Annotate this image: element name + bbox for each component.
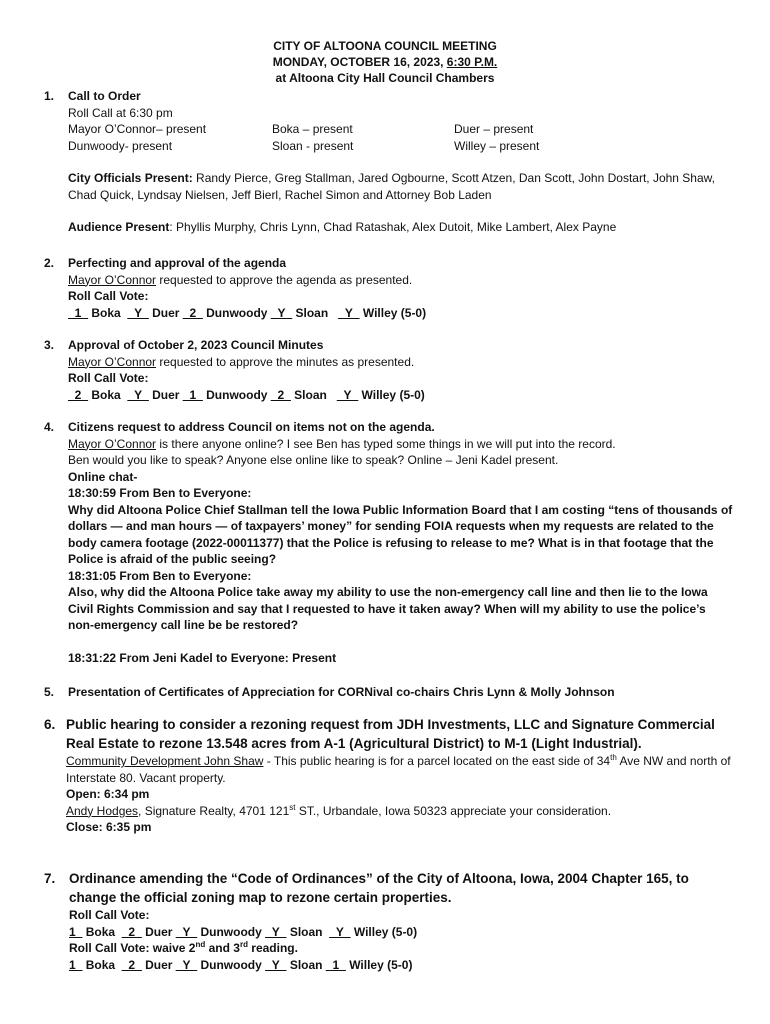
section-title: Public hearing to consider a rezoning request from JDH Investments, LLC and Signature Commercial Real Estate to rezone 13.548 acres from A-1 (Agricultural District) to M-1 (Light Industrial). bbox=[66, 717, 715, 751]
section-number: 5. bbox=[44, 685, 55, 699]
vote-name: Sloan bbox=[286, 957, 326, 972]
vote-name: Duer bbox=[148, 305, 183, 320]
ordinal-suffix: th bbox=[610, 753, 617, 762]
section-certificates bbox=[44, 684, 734, 701]
chat-message-header: 18:31:05 From Ben to Everyone: bbox=[68, 568, 252, 583]
section-title: Presentation of Certificates of Appreciation for CORNival co-chairs Chris Lynn & Molly Johnson bbox=[68, 685, 615, 699]
vote-mark: _Y_ bbox=[270, 305, 293, 320]
waive-readings bbox=[69, 940, 734, 957]
officials-label: City Officials Present: bbox=[68, 171, 193, 185]
vote-name: Dunwoody bbox=[202, 305, 271, 320]
section-number: 3. bbox=[44, 338, 55, 352]
audience-list: : Phyllis Murphy, Chris Lynn, Chad Ratashak, Alex Dutoit, Mike Lambert, Alex Payne bbox=[169, 220, 617, 234]
vote-mark: _1_ bbox=[68, 305, 89, 320]
motion-text bbox=[68, 272, 734, 289]
hearing-open-time: Open: 6:34 pm bbox=[66, 787, 150, 801]
vote-mark: 1_ bbox=[69, 957, 83, 972]
attendance-cell: Mayor O’Connor– present bbox=[68, 122, 207, 136]
hearing-text: Ave NW and north of Interstate 80. Vacant property. bbox=[66, 754, 731, 785]
vote-name: Willey (5-0) bbox=[350, 924, 418, 939]
vote-name: Dunwoody bbox=[202, 387, 271, 402]
chat-message-header: 18:30:59 From Ben to Everyone: bbox=[68, 486, 252, 500]
vote-name: Duer bbox=[141, 957, 176, 972]
vote-line bbox=[68, 387, 734, 404]
ordinal-suffix: st bbox=[289, 802, 296, 812]
vote-mark: _2_ bbox=[121, 924, 142, 939]
speaker-name: Mayor O’Connor bbox=[68, 436, 157, 451]
header-date bbox=[0, 54, 770, 70]
section-title: Approval of October 2, 2023 Council Minutes bbox=[68, 338, 324, 352]
waive-text: and 3 bbox=[205, 941, 240, 955]
section-title: Citizens request to address Council on items not on the agenda. bbox=[68, 420, 435, 434]
header-title: CITY OF ALTOONA COUNCIL MEETING bbox=[273, 39, 497, 53]
speaker-name: Andy Hodges bbox=[66, 803, 139, 818]
vote-mark: _Y_ bbox=[329, 924, 351, 939]
attendance-cell: Sloan - present bbox=[272, 138, 354, 153]
vote-line bbox=[68, 305, 734, 322]
vote-mark: _Y_ bbox=[265, 924, 287, 939]
attendance-cell: Boka – present bbox=[272, 122, 353, 136]
section-ordinance bbox=[44, 870, 734, 973]
vote-line bbox=[69, 924, 734, 941]
roll-call-time: Roll Call at 6:30 pm bbox=[68, 105, 173, 120]
mover-name: Mayor O’Connor bbox=[68, 354, 157, 369]
remarks-text: is there anyone online? I see Ben has typed some things in we will put into the record. bbox=[156, 436, 616, 451]
hearing-description bbox=[66, 753, 734, 786]
vote-name: Boka bbox=[82, 924, 122, 939]
waive-text: Roll Call Vote: waive 2 bbox=[69, 941, 196, 955]
chat-message: 18:31:22 From Jeni Kadel to Everyone: Present bbox=[68, 650, 337, 665]
vote-name: Duer bbox=[141, 924, 176, 939]
section-title: Ordinance amending the “Code of Ordinances” of the City of Altoona, Iowa, 2004 Chapter 165, to change the official zoning map to rezone certain properties. bbox=[69, 871, 689, 905]
motion-description: requested to approve the agenda as presented. bbox=[156, 272, 413, 287]
vote-mark: _Y_ bbox=[336, 387, 359, 402]
vote-name: Sloan bbox=[292, 305, 339, 320]
vote-name: Willey (5-0) bbox=[359, 305, 427, 320]
chat-label: Online chat- bbox=[68, 469, 138, 484]
section-minutes bbox=[44, 337, 734, 403]
vote-mark: _Y_ bbox=[175, 957, 198, 972]
vote-name: Dunwoody bbox=[197, 924, 266, 939]
header-date-prefix: MONDAY, OCTOBER 16, 2023, bbox=[272, 55, 447, 69]
section-number: 4. bbox=[44, 420, 55, 434]
roll-call-label: Roll Call Vote: bbox=[69, 908, 150, 922]
section-title: Perfecting and approval of the agenda bbox=[68, 256, 287, 270]
vote-mark: 1_ bbox=[69, 924, 83, 939]
section-citizens-requests bbox=[44, 419, 734, 666]
section-number: 7. bbox=[44, 871, 56, 886]
section-call-to-order bbox=[44, 88, 734, 236]
comment-text: , Signature Realty, 4701 121 bbox=[138, 803, 290, 818]
vote-name: Sloan bbox=[290, 387, 337, 402]
vote-name: Dunwoody bbox=[197, 957, 266, 972]
vote-name: Willey (5-0) bbox=[358, 387, 425, 402]
meeting-header bbox=[0, 38, 770, 86]
waive-text: reading. bbox=[247, 941, 298, 955]
attendance-row bbox=[68, 121, 734, 138]
section-number: 1. bbox=[44, 89, 55, 103]
audience-label: Audience Present bbox=[68, 220, 170, 234]
vote-mark: _2_ bbox=[182, 305, 203, 320]
section-agenda bbox=[44, 255, 734, 321]
vote-name: Willey (5-0) bbox=[345, 957, 413, 972]
public-comment bbox=[66, 803, 734, 820]
mover-name: Mayor O’Connor bbox=[68, 272, 157, 287]
vote-mark: _2_ bbox=[270, 387, 291, 402]
remarks-continued: Ben would you like to speak? Anyone else online like to speak? Online – Jeni Kadel present. bbox=[68, 453, 559, 467]
presenter-name: Community Development John Shaw bbox=[66, 754, 264, 768]
vote-mark: _Y_ bbox=[338, 305, 360, 320]
officials-present bbox=[68, 170, 734, 203]
vote-mark: _1_ bbox=[182, 387, 203, 402]
vote-mark: _2_ bbox=[68, 387, 89, 402]
roll-call-label: Roll Call Vote: bbox=[68, 371, 149, 385]
comment-text: ST., Urbandale, Iowa 50323 appreciate your consideration. bbox=[295, 803, 612, 818]
vote-name: Boka bbox=[88, 305, 128, 320]
attendance-row bbox=[68, 138, 734, 155]
hearing-text: - This public hearing is for a parcel located on the east side of 34 bbox=[263, 754, 611, 768]
section-public-hearing bbox=[44, 716, 734, 836]
audience-present bbox=[68, 219, 734, 236]
header-location: at Altoona City Hall Council Chambers bbox=[275, 71, 495, 85]
officials-list: Randy Pierce, Greg Stallman, Jared Ogbourne, Scott Atzen, Dan Scott, John Dostart, John Shaw, Chad Quick, Lyndsay Nielsen, Jeff Bierl, Rachel Simon and Attorney Bob Laden bbox=[68, 171, 715, 202]
vote-mark: _2_ bbox=[121, 957, 142, 972]
vote-line bbox=[69, 957, 734, 974]
chat-message-body: Why did Altoona Police Chief Stallman tell the Iowa Public Information Board that I am costing “tens of thousands of dollars — and man hours — of taxpayers’ money” for sending FOIA requests when my requests are related to the body camera footage (2022-00011377) that the Police is refusing to release to me? What is in that footage that the Police is afraid of the public seeing? bbox=[68, 502, 733, 566]
vote-mark: _1_ bbox=[325, 957, 346, 972]
vote-mark: _Y_ bbox=[127, 387, 149, 402]
ordinal-suffix: rd bbox=[239, 940, 248, 949]
vote-name: Boka bbox=[88, 387, 128, 402]
vote-mark: _Y_ bbox=[265, 957, 287, 972]
header-time: 6:30 P.M. bbox=[446, 55, 498, 69]
vote-mark: _Y_ bbox=[175, 924, 198, 939]
motion-description: requested to approve the minutes as presented. bbox=[156, 354, 415, 369]
section-number: 6. bbox=[44, 717, 56, 732]
section-title: Call to Order bbox=[68, 89, 141, 103]
motion-text bbox=[68, 354, 734, 371]
ordinal-suffix: nd bbox=[195, 940, 206, 949]
vote-name: Sloan bbox=[286, 924, 330, 939]
vote-name: Boka bbox=[82, 957, 122, 972]
attendance-cell: Willey – present bbox=[454, 138, 540, 153]
hearing-close-time: Close: 6:35 pm bbox=[66, 820, 152, 834]
attendance-cell: Duer – present bbox=[454, 122, 534, 136]
chat-message-body: Also, why did the Altoona Police take away my ability to use the non-emergency call line and then lie to the Iowa Civil Rights Commission and say that I requested to have it taken away? When will my ability to use the police’s non-emergency call line be be restored? bbox=[68, 585, 708, 632]
attendance-cell: Dunwoody- present bbox=[68, 138, 173, 153]
roll-call-label: Roll Call Vote: bbox=[68, 289, 149, 303]
section-number: 2. bbox=[44, 256, 55, 270]
vote-name: Duer bbox=[148, 387, 183, 402]
mayor-remarks bbox=[68, 436, 734, 453]
vote-mark: _Y_ bbox=[127, 305, 149, 320]
